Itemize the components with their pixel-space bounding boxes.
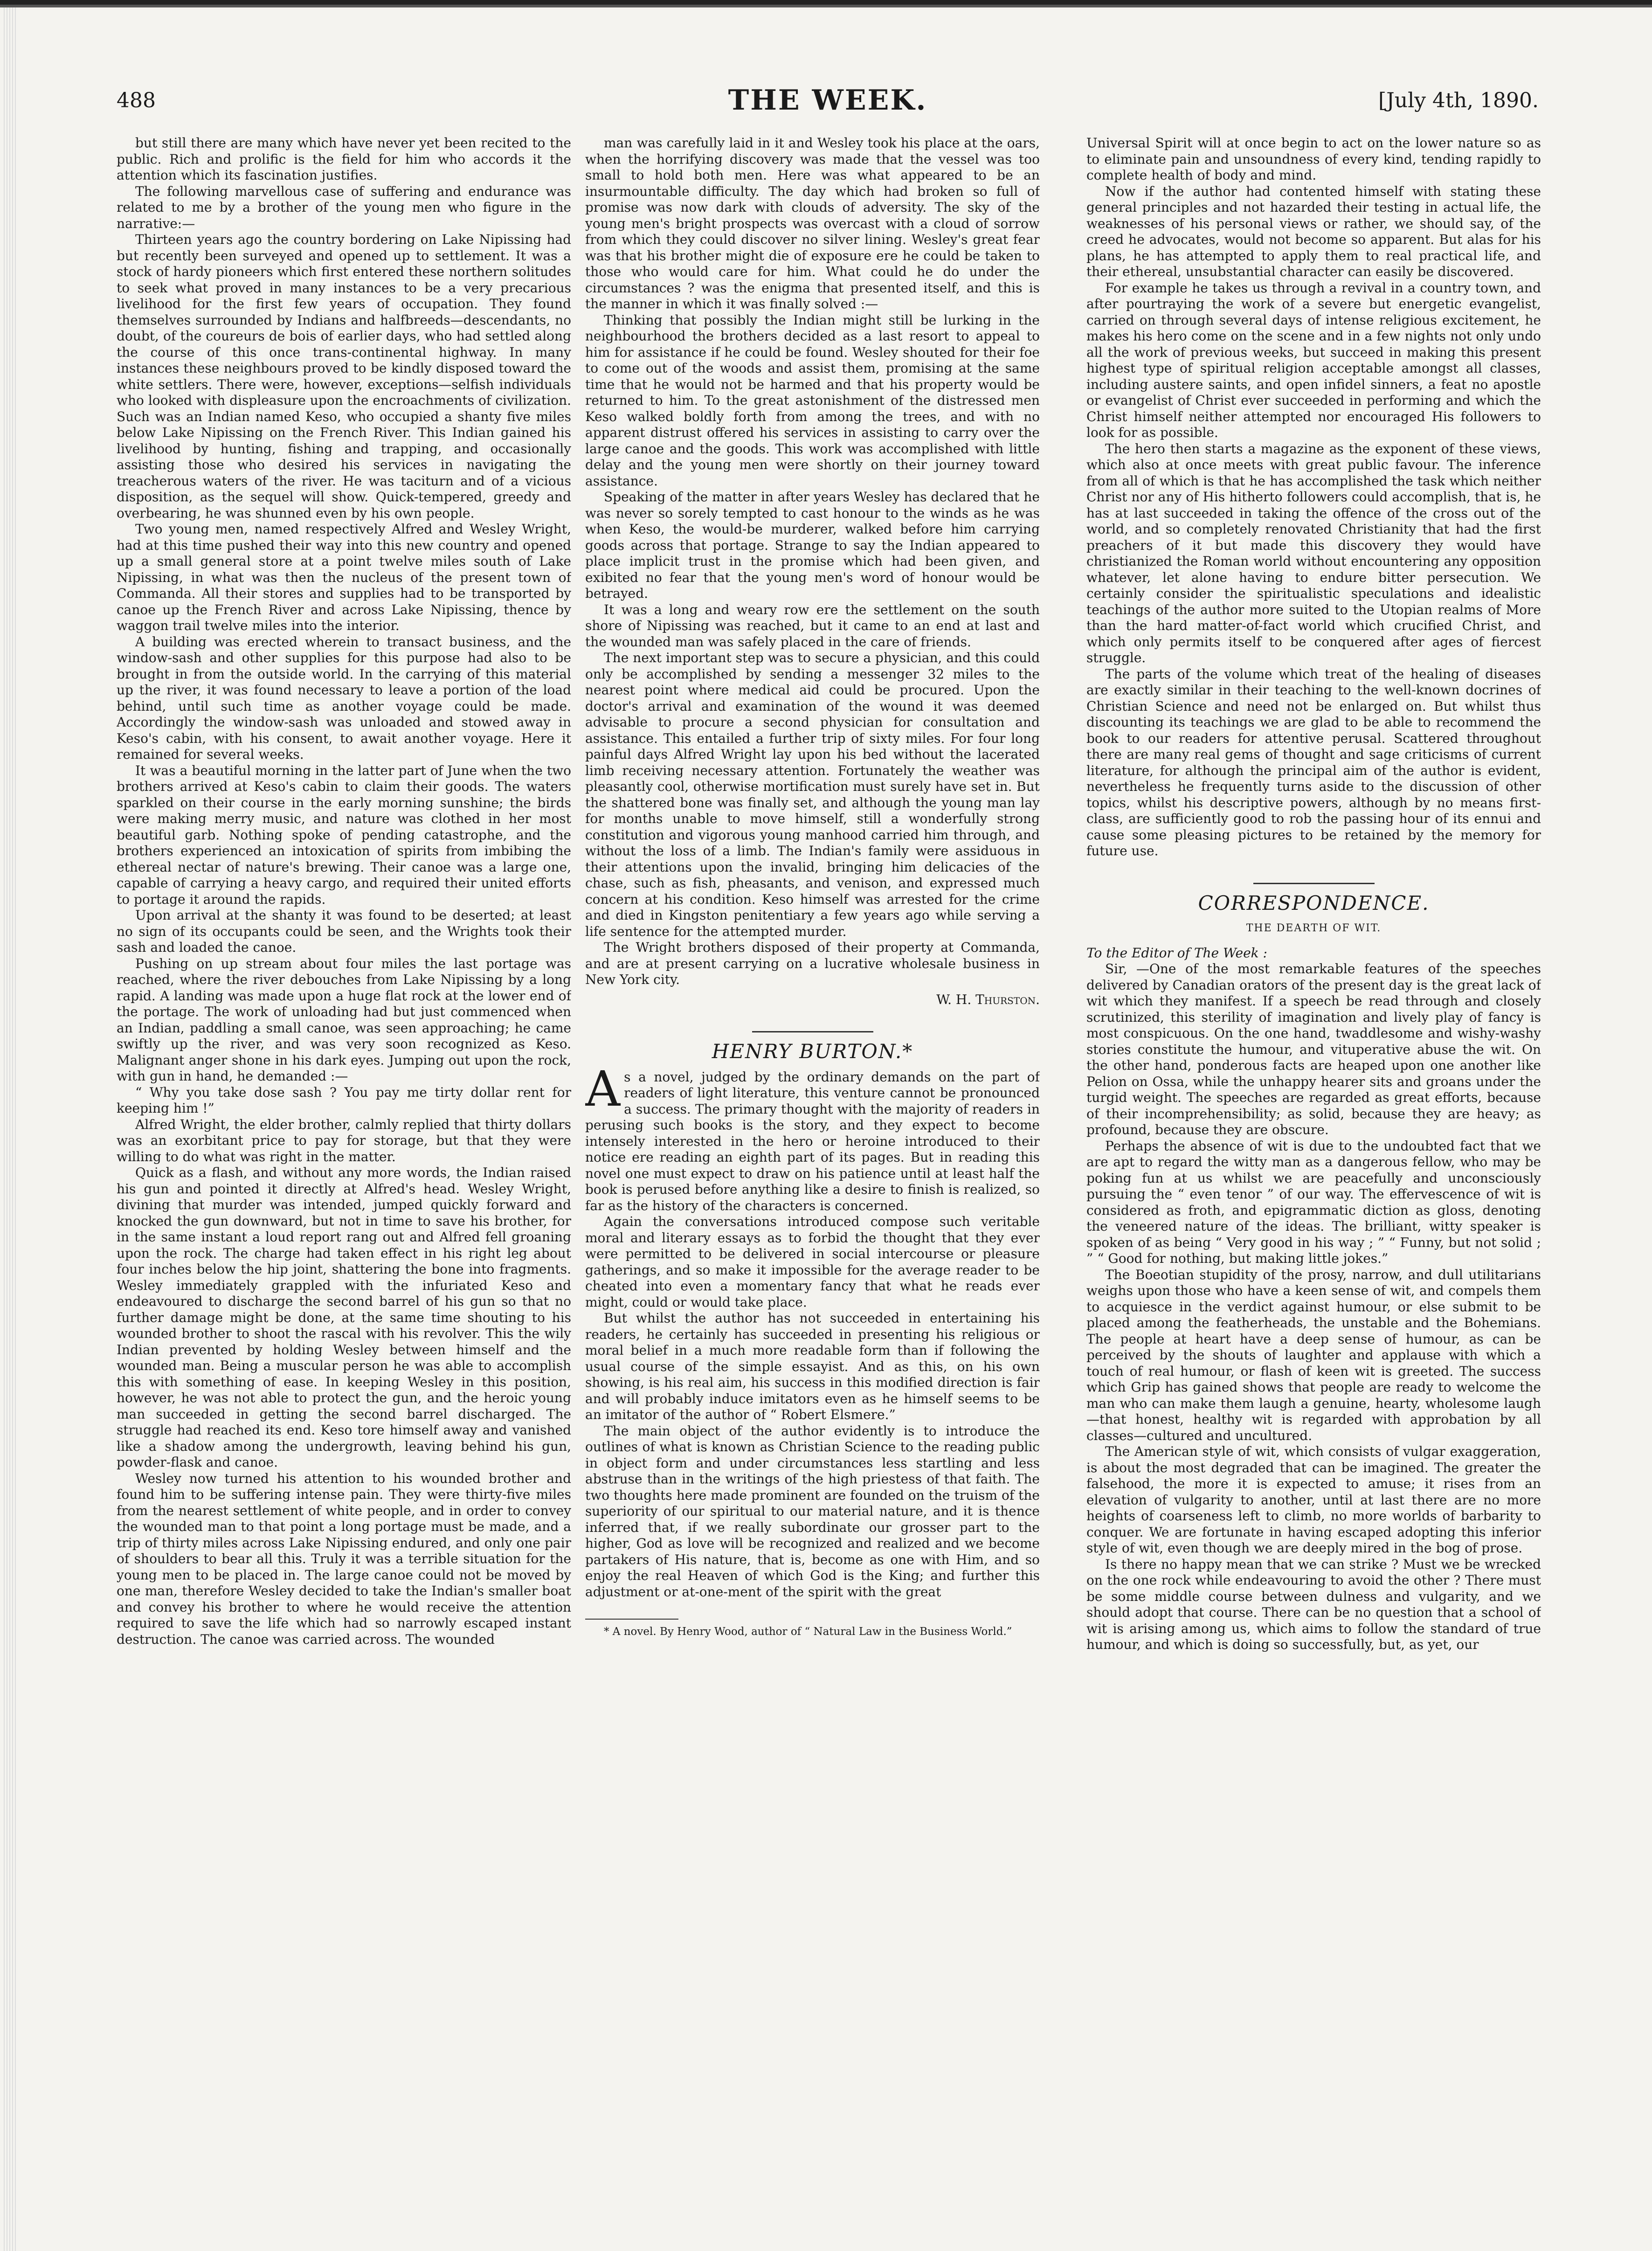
- column-2: [585, 135, 1040, 2224]
- section-divider: [1253, 883, 1375, 884]
- paragraph: The hero then starts a magazine as the exponent of these views, which also at once meets with great public favour. The inference from all of which is that he has accomplished the task which neither Christ nor any of His hitherto followers could accomplish, that is, he has at last succeeded in taking the offence of the cross out of the world, and so completely renovated Christianity that had the first preachers of it but made this discovery they would have christianized the Roman world without encountering any opposition whatever, let alone having to endure bitter persecution. We certainly consider the spiritualistic speculations and idealistic teachings of the author more suited to the Utopian realms of More than the hard matter-of-fact world which crucified Christ, and which only permits itself to be conquered after ages of fiercest struggle.: [1086, 441, 1541, 665]
- paragraph: Pushing on up stream about four miles the last portage was reached, where the river debouches from Lake Nipissing by a long rapid. A landing was made upon a huge flat rock at the lower end of the portage. The work of unloading had but just commenced when an Indian, paddling a small canoe, was seen approaching; he came swiftly up the river, and was very soon recognized as Keso. Malignant anger shone in his dark eyes. Jumping out upon the rock, with gun in hand, he demanded :—: [117, 956, 571, 1084]
- paragraph: A building was erected wherein to transact business, and the window-sash and other supplies for this purpose had also to be brought in from the outside world. In the carrying of this material up the river, it was found necessary to leave a portion of the load behind, until such time as another voyage could be made. Accordingly the window-sash was unloaded and stowed away in Keso's cabin, with his consent, to await another voyage. Here it remained for several weeks.: [117, 634, 571, 762]
- letter-paragraph: Sir, —One of the most remarkable features of the speeches delivered by Canadian orators of the present day is the great lack of wit which they manifest. If a speech be read through and closely scrutinized, this sterility of imagination and lively play of fancy is most conspicuous. On the one hand, twaddlesome and wishy-washy stories constitute the humour, and vituperative abuse the wit. On the other hand, ponderous facts are heaped upon one another like Pelion on Ossa, while the unhappy hearer sits and groans under the turgid weight. The speeches are regarded as great efforts, because of their incomprehensibility; as solid, because they are heavy; as profound, because they are obscure.: [1086, 961, 1541, 1137]
- issue-date: [July 4th, 1890.: [1378, 89, 1539, 112]
- paragraph: Upon arrival at the shanty it was found to be deserted; at least no sign of its occupants could be seen, and the Wrights took their sash and loaded the canoe.: [117, 907, 571, 955]
- footnote-divider: [585, 1619, 678, 1620]
- letter-paragraph: Is there no happy mean that we can strike ? Must we be wrecked on the one rock while endeavouring to avoid the other ? There must be some middle course between dulness and vulgarity, and we should adopt that course. There can be no question that a school of wit is arising among us, which aims to follow the standard of true humour, and which is doing so successfully, but, as yet, our: [1086, 1556, 1541, 1652]
- section-subtitle: THE DEARTH OF WIT.: [1246, 922, 1382, 934]
- letter-paragraph: The American style of wit, which consists of vulgar exaggeration, is about the most degraded that can be imagined. The greater the falsehood, the more it is expected to amuse; it rises from an elevation of vulgarity to another, until at last there are no more heights of coarseness left to climb, no more worlds of barbarity to conquer. We are fortunate in having escaped adopting this inferior style of wit, even though we are deeply mired in the bog of prose.: [1086, 1444, 1541, 1556]
- paragraph: man was carefully laid in it and Wesley took his place at the oars, when the horrifying discovery was made that the vessel was too small to hold both men. Here was what appeared to be an insurmountable difficulty. The day which had broken so full of promise was now dark with clouds of adversity. The sky of the young men's bright prospects was overcast with a cloud of sorrow from which they could discover no silver lining. Wesley's great fear was that his brother might die of exposure ere he could be taken to those who would care for him. What could he do under the circumstances ? was the enigma that presented itself, and this is the manner in which it was finally solved :—: [585, 135, 1040, 312]
- paragraph: The following marvellous case of suffering and endurance was related to me by a brother of the young men who figure in the narrative:—: [117, 183, 571, 231]
- paragraph: but still there are many which have never yet been recited to the public. Rich and prolific is the field for him who accords it the attention which its fascination justifies.: [117, 135, 571, 183]
- paragraph: Universal Spirit will at once begin to act on the lower nature so as to eliminate pain and unsoundness of every kind, tending rapidly to complete health of body and mind.: [1086, 135, 1541, 183]
- section-title: CORRESPONDENCE.: [1198, 891, 1430, 914]
- review-paragraph: But whilst the author has not succeeded in entertaining his readers, he certainly has succeeded in presenting his religious or moral belief in a much more readable form than if following the usual course of the simple essayist. And as this, on his own showing, is his real aim, his success in this modified direction is fair and will probably induce imitators even as he himself seems to be an imitator of the author of “ Robert Elsmere.”: [585, 1310, 1040, 1422]
- scan-top-border: [0, 0, 1652, 16]
- page-number: 488: [117, 89, 156, 112]
- review-paragraph: The main object of the author evidently is to introduce the outlines of what is known as Christian Science to the reading public in object form and under circumstances less startling and less abstruse than in the writings of the high priestess of that faith. The two thoughts here made prominent are founded on the truism of the superiority of our spiritual to our material nature, and it is thence inferred that, if we really subordinate our grosser part to the higher, God as love will be recognized and realized and we become partakers of His nature, that is, become as one with Him, and so enjoy the real Heaven of which God is the King; and further this adjustment or at-one-ment of the spirit with the great: [585, 1423, 1040, 1600]
- paragraph: Two young men, named respectively Alfred and Wesley Wright, had at this time pushed their way into this new country and opened up a small general store at a point twelve miles south of Lake Nipissing, in what was then the nucleus of the present town of Commanda. All their stores and supplies had to be transported by canoe up the French River and across Lake Nipissing, thence by waggon trail twelve miles into the interior.: [117, 521, 571, 633]
- paragraph: For example he takes us through a revival in a country town, and after pourtraying the work of a severe but energetic evangelist, carried on through several days of intense religious excitement, he makes his hero come on the scene and in a few nights not only undo all the work of previous weeks, but succeed in making this present highest type of spiritual religion acceptable amongst all classes, including austere saints, and open infidel sinners, a feat no apostle or evangelist of Christ ever succeeded in performing and which the Christ himself neither attempted nor encouraged His followers to look for as possible.: [1086, 280, 1541, 440]
- paragraph: It was a beautiful morning in the latter part of June when the two brothers arrived at Keso's cabin to claim their goods. The waters sparkled on their course in the early morning sunshine; the birds were making merry music, and nature was clothed in her most beautiful garb. Nothing spoke of pending catastrophe, and the brothers experienced an intoxication of spirits from imbibing the ethereal nectar of nature's brewing. Their canoe was a large one, capable of carrying a heavy cargo, and required their united efforts to portage it around the rapids.: [117, 762, 571, 907]
- section-divider: [752, 1031, 873, 1032]
- review-paragraph: Again the conversations introduced compose such veritable moral and literary essays as to forbid the thought that they ever were permitted to be delivered in social intercourse or pleasure gatherings, and so make it impossible for the average reader to be cheated into even a momentary fancy that what he reads ever might, could or would take place.: [585, 1214, 1040, 1310]
- paragraph: It was a long and weary row ere the settlement on the south shore of Nipissing was reached, but it came to an end at last and the wounded man was safely placed in the care of friends.: [585, 602, 1040, 650]
- masthead: THE WEEK.: [728, 84, 927, 117]
- paragraph: Now if the author had contented himself with stating these general principles and not hazarded their testing in actual life, the weaknesses of his personal views or rather, we should say, of the creed he advocates, would not become so apparent. But alas for his plans, he has attempted to apply them to real practical life, and their ethereal, unsubstantial character can easily be discovered.: [1086, 183, 1541, 279]
- footnote: * A novel. By Henry Wood, author of “ Natural Law in the Business World.”: [604, 1626, 1012, 1638]
- paragraph: The parts of the volume which treat of the healing of diseases are exactly similar in their teaching to the well-known docrines of Christian Science and need not be enlarged on. But whilst thus discounting its teachings we are glad to be able to recommend the book to our readers for attentive perusal. Scattered throughout there are many real gems of thought and sage criticisms of current literature, for although the principal aim of the author is evident, nevertheless he frequently turns aside to the discussion of other topics, whilst his descriptive powers, although by no means first-class, are sufficiently good to rob the passing hour of its ennui and cause some pleasing pictures to be retained by the memory for future use.: [1086, 666, 1541, 859]
- column-1: [117, 135, 571, 2224]
- letter-paragraph: The Boeotian stupidity of the prosy, narrow, and dull utilitarians weighs upon those who have a keen sense of wit, and compels them to acquiesce in the verdict against humour, or else submit to be placed among the featherheads, the unstable and the Bohemians. The people at heart have a deep sense of humour, as can be perceived by the shouts of laughter and applause with which a touch of real humour, or flash of keen wit is greeted. The success which Grip has gained shows that people are ready to welcome the man who can make them laugh a genuine, hearty, wholesome laugh—that honest, healthy wit is regarded with approbation by all classes—cultured and uncultured.: [1086, 1267, 1541, 1443]
- column-3: [1086, 135, 1541, 2224]
- paragraph: Wesley now turned his attention to his wounded brother and found him to be suffering intense pain. They were thirty-five miles from the nearest settlement of white people, and in order to convey the wounded man to that point a long portage must be made, and a trip of thirty miles across Lake Nipissing endured, and only one pair of shoulders to bear all this. Truly it was a terrible situation for the young men to be placed in. The large canoe could not be moved by one man, therefore Wesley decided to take the Indian's smaller boat and convey his brother to where he would receive the attention required to save the life which had so narrowly escaped instant destruction. The canoe was carried across. The wounded: [117, 1470, 571, 1647]
- section-title: HENRY BURTON.*: [712, 1040, 913, 1063]
- page-header: [117, 84, 1539, 121]
- review-paragraph: As a novel, judged by the ordinary demands on the part of readers of light literature, this venture cannot be pronounced a success. The primary thought with the majority of readers in perusing such books is the story, and they expect to become intensely interested in the hero or heroine introduced to their notice ere reading an eighth part of its pages. But in reading this novel one must expect to draw on his patience until at least half the book is perused before anything like a desire to finish is realized, so far as the history of the characters is concerned.: [585, 1060, 1040, 1213]
- paragraph: Quick as a flash, and without any more words, the Indian raised his gun and pointed it directly at Alfred's head. Wesley Wright, divining that murder was intended, jumped quickly forward and knocked the gun downward, but not in time to save his brother, for in the same instant a loud report rang out and Alfred fell groaning upon the rock. The charge had taken effect in his right leg about four inches below the hip joint, shattering the bone into fragments. Wesley immediately grappled with the infuriated Keso and endeavoured to discharge the second barrel of his gun so that no further damage might be done, at the same time shouting to his wounded brother to shoot the rascal with his revolver. This the wily Indian prevented by holding Wesley between himself and the wounded man. Being a muscular person he was able to accomplish this with something of ease. In keeping Wesley in this position, however, he was not able to protect the gun, and the heroic young man succeeded in getting the second barrel discharged. The struggle had reached its end. Keso tore himself away and vanished like a shadow among the undergrowth, leaving behind his gun, powder-flask and canoe.: [117, 1165, 571, 1470]
- paragraph: Thinking that possibly the Indian might still be lurking in the neighbourhood the brothers decided as a last resort to appeal to him for assistance if he could be found. Wesley shouted for their foe to come out of the woods and assist them, promising at the same time that he would not be harmed and that his property would be returned to him. To the great astonishment of the distressed men Keso walked boldly forth from among the trees, and with no apparent distrust offered his services in assisting to carry over the large canoe and the goods. This work was accomplished with little delay and the young men were shortly on their journey toward assistance.: [585, 312, 1040, 489]
- paragraph: The Wright brothers disposed of their property at Commanda, and are at present carrying on a lucrative wholesale business in New York city.: [585, 940, 1040, 987]
- author-signature: W. H. Thurston.: [936, 991, 1040, 1007]
- paragraph: Thirteen years ago the country bordering on Lake Nipissing had but recently been surveyed and opened up to settlement. It was a stock of hardy pioneers which first entered these northern solitudes to seek what proved in many instances to be a very precarious livelihood for the first few years of occupation. They found themselves surrounded by Indians and halfbreeds—descendants, no doubt, of the coureurs de bois of earlier days, who had settled along the course of this once trans-continental highway. In many instances these neighbours proved to be kindly disposed toward the white settlers. There were, however, exceptions—selfish individuals who looked with displeasure upon the encroachments of civilization. Such was an Indian named Keso, who occupied a shanty five miles below Lake Nipissing on the French River. This Indian gained his livelihood by hunting, fishing and trapping, and occasionally assisting those who desired his services in navigating the treacherous waters of the river. He was taciturn and of a vicious disposition, as the sequel will show. Quick-tempered, greedy and overbearing, he was shunned even by his own people.: [117, 232, 571, 521]
- salutation: To the Editor of The Week :: [1086, 945, 1267, 961]
- paragraph: Alfred Wright, the elder brother, calmly replied that thirty dollars was an exorbitant price to pay for storage, but that they were willing to do what was right in the matter.: [117, 1116, 571, 1164]
- letter-paragraph: Perhaps the absence of wit is due to the undoubted fact that we are apt to regard the witty man as a dangerous fellow, who may be poking fun at us whilst we are peacefully and unconsciously pursuing the “ even tenor ” of our way. The effervescence of wit is considered as froth, and epigrammatic diction as gloss, denoting the veneered nature of the ideas. The brilliant, witty speaker is spoken of as being “ Very good in his way ; ” “ Funny, but not solid ; ” “ Good for nothing, but making little jokes.”: [1086, 1138, 1541, 1266]
- page-binding-edge: [4, 0, 16, 2251]
- paragraph: “ Why you take dose sash ? You pay me tirty dollar rent for keeping him !”: [117, 1084, 571, 1116]
- paragraph: Speaking of the matter in after years Wesley has declared that he was never so sorely tempted to cast honour to the winds as he was when Keso, the would-be murderer, walked before him carrying goods across that portage. Strange to say the Indian appeared to place implicit trust in the promise which had been given, and exibited no fear that the young men's word of honour would be betrayed.: [585, 489, 1040, 601]
- paragraph: The next important step was to secure a physician, and this could only be accomplished by sending a messenger 32 miles to the nearest point where medical aid could be procured. Upon the doctor's arrival and examination of the wound it was deemed advisable to procure a second physician for consultation and assistance. This entailed a further trip of sixty miles. For four long painful days Alfred Wright lay upon his bed without the lacerated limb receiving necessary attention. Fortunately the weather was pleasantly cool, otherwise mortification must surely have set in. But the shattered bone was finally set, and although the young man lay for months unable to move himself, still a wonderfully strong constitution and vigorous young manhood carried him through, and without the loss of a limb. The Indian's family were assiduous in their attentions upon the invalid, bringing him delicacies of the chase, such as fish, pheasants, and venison, and expressed much concern at his condition. Keso himself was arrested for the crime and died in Kingston penitentiary a few years ago while serving a life sentence for the attempted murder.: [585, 650, 1040, 939]
